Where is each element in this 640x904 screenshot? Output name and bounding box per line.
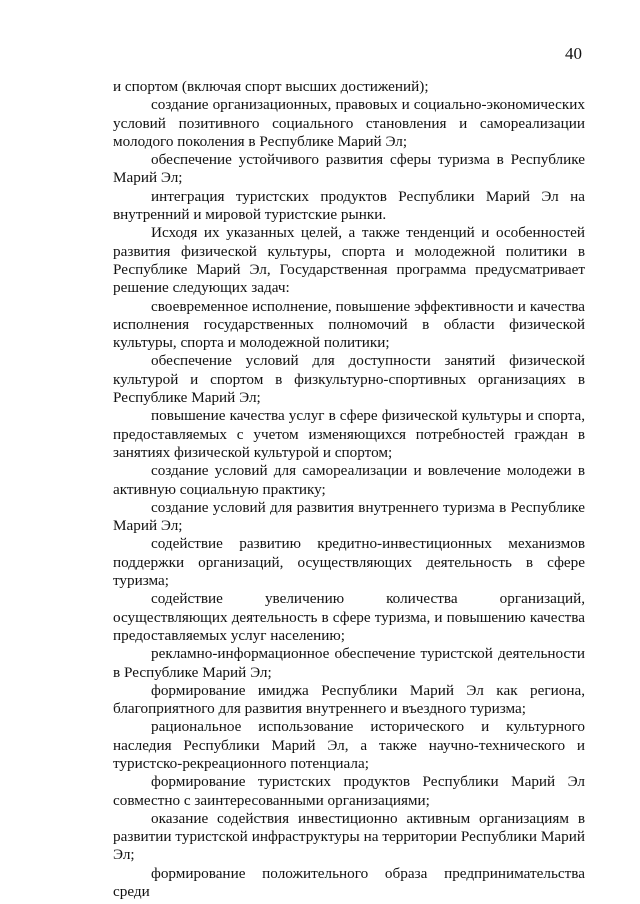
paragraph: создание условий для развития внутреннего туризма в Республике Марий Эл;: [113, 498, 585, 535]
paragraph: оказание содействия инвестиционно активным организациям в развитии туристской инфраструктуры на территории Республики Марий Эл;: [113, 809, 585, 864]
paragraph: создание организационных, правовых и социально-экономических условий позитивного социального становления и самореализации молодого поколения в Республике Марий Эл;: [113, 96, 585, 150]
paragraph: обеспечение устойчивого развития сферы туризма в Республике Марий Эл;: [113, 151, 585, 187]
paragraph: содействие развитию кредитно-инвестиционных механизмов поддержки организаций, осуществляющих деятельность в сфере туризма;: [113, 535, 585, 590]
paragraph: формирование имиджа Республики Марий Эл как региона, благоприятного для развития внутреннего и въездного туризма;: [113, 681, 585, 718]
paragraph: формирование положительного образа предпринимательства среди: [113, 864, 585, 901]
paragraph: интеграция туристских продуктов Республики Марий Эл на внутренний и мировой туристские рынки.: [113, 187, 585, 224]
paragraph: обеспечение условий для доступности занятий физической культурой и спортом в физкультурно-спортивных организациях в Республике Марий Эл;: [113, 352, 585, 407]
paragraph: своевременное исполнение, повышение эффективности и качества исполнения государственных полномочий в области физической культуры, спорта и молодежной политики;: [113, 297, 585, 352]
page-number: 40: [565, 44, 582, 63]
paragraph: повышение качества услуг в сфере физической культуры и спорта, предоставляемых с учетом изменяющихся потребностей граждан в занятиях физической культурой и спортом;: [113, 407, 585, 461]
paragraph: содействие увеличению количества организаций, осуществляющих деятельность в сфере туризма, и повышению качества предоставляемых услуг населению;: [113, 590, 585, 644]
paragraph: рациональное использование исторического и культурного наследия Республики Марий Эл, а также научно-технического и туристско-рекреационного потенциала;: [113, 718, 585, 772]
paragraph: создание условий для самореализации и вовлечение молодежи в активную социальную практику;: [113, 462, 585, 498]
document-body: [113, 78, 585, 901]
paragraph: и спортом (включая спорт высших достижений);: [113, 78, 429, 95]
paragraph: Исходя их указанных целей, а также тенденций и особенностей развития физической культуры, спорта и молодежной политики в Республике Марий Эл, Государственная программа предусматривает решение следующих задач:: [113, 224, 585, 297]
paragraph: рекламно-информационное обеспечение туристской деятельности в Республике Марий Эл;: [113, 645, 585, 681]
paragraph: формирование туристских продуктов Республики Марий Эл совместно с заинтересованными организациями;: [113, 773, 585, 809]
